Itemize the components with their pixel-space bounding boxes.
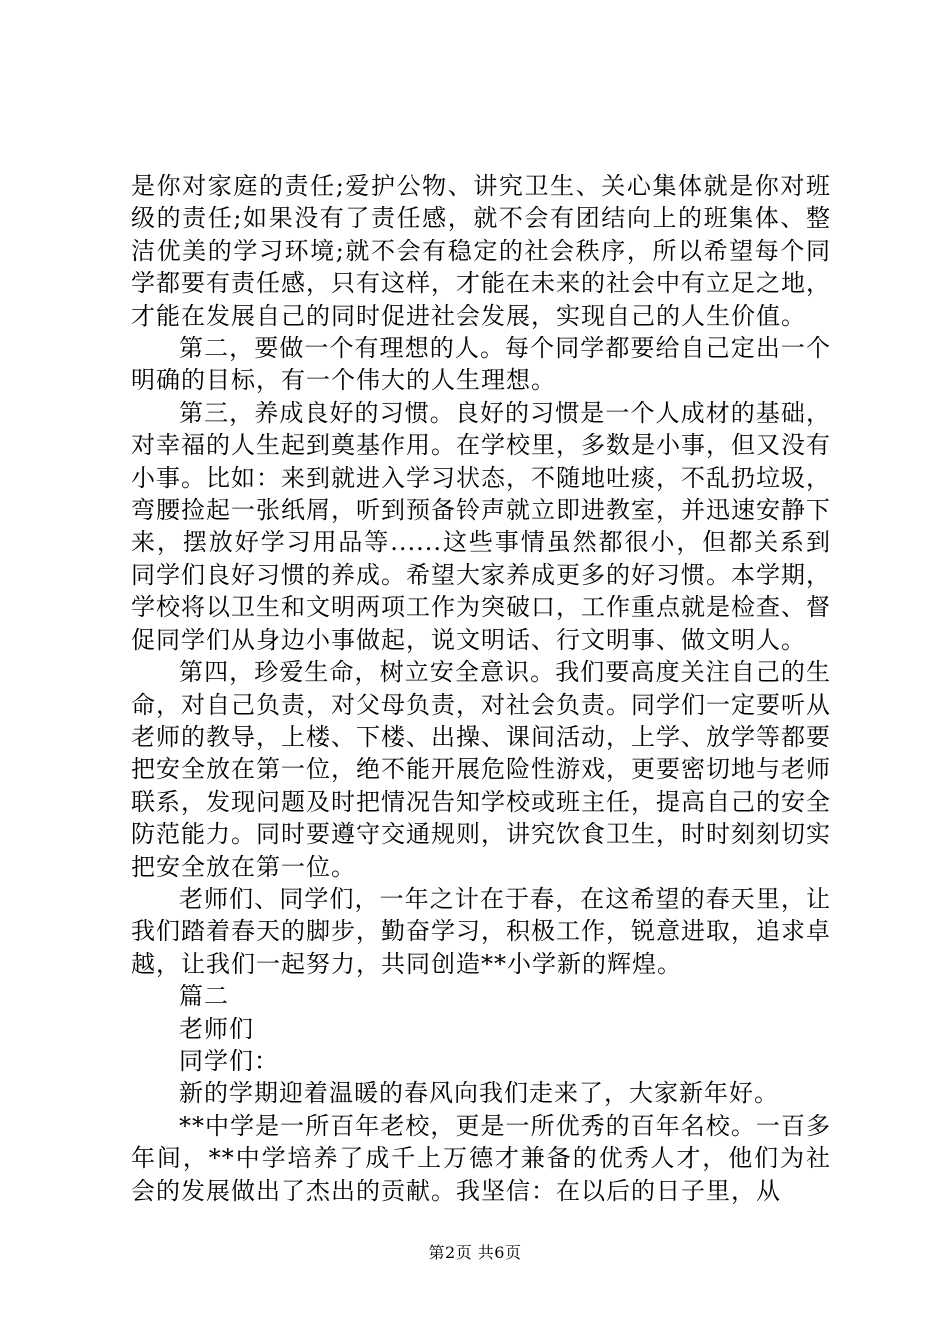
paragraph-third-point: 第三，养成良好的习惯。良好的习惯是一个人成材的基础，对幸福的人生起到奠基作用。在学校里，多数是小事，但又没有小事。比如：来到就进入学习状态，不随地吐痰，不乱扔垃圾，弯腰捡起一张纸屑，听到预备铃声就立即进教室，并迅速安静下来，摆放好学习用品等......这些事情虽然都很小，但都关系到同学们良好习惯的养成。希望大家养成更多的好习惯。本学期，学校将以卫生和文明两项工作为突破口，工作重点就是检查、督促同学们从身边小事做起，说文明话、行文明事、做文明人。 bbox=[131, 398, 831, 654]
body-text bbox=[131, 170, 831, 1207]
section-heading: 篇二 bbox=[179, 982, 229, 1011]
paragraph-responsibility: 是你对家庭的责任;爱护公物、讲究卫生、关心集体就是你对班级的责任;如果没有了责任感，就不会有团结向上的班集体、整洁优美的学习环境;就不会有稳定的社会秩序，所以希望每个同学都要有责任感，只有这样，才能在未来的社会中有立足之地，才能在发展自己的同时促进社会发展，实现自己的人生价值。 bbox=[131, 172, 831, 330]
paragraph-fourth-point: 第四，珍爱生命，树立安全意识。我们要高度关注自己的生命，对自己负责，对父母负责，对社会负责。同学们一定要听从老师的教导，上楼、下楼、出操、课间活动，上学、放学等都要把安全放在第一位，绝不能开展危险性游戏，更要密切地与老师联系，发现问题及时把情况告知学校或班主任，提高自己的安全防范能力。同时要遵守交通规则，讲究饮食卫生，时时刻刻切实把安全放在第一位。 bbox=[131, 658, 831, 881]
salutation-students: 同学们： bbox=[179, 1046, 279, 1075]
page-footer: 第2页 共6页 bbox=[428, 1243, 522, 1262]
paragraph-school-intro: **中学是一所百年老校，更是一所优秀的百年名校。一百多年间，**中学培养了成千上万德才兼备的优秀人才，他们为社会的发展做出了杰出的贡献。我坚信：在以后的日子里，从 bbox=[131, 1111, 831, 1205]
salutation-teachers: 老师们 bbox=[179, 1014, 254, 1043]
paragraph-second-point: 第二，要做一个有理想的人。每个同学都要给自己定出一个明确的目标，有一个伟大的人生理想。 bbox=[131, 334, 831, 395]
paragraph-closing: 老师们、同学们，一年之计在于春，在这希望的春天里，让我们踏着春天的脚步，勤奋学习，积极工作，锐意进取，追求卓越，让我们一起努力，共同创造**小学新的辉煌。 bbox=[131, 884, 831, 978]
paragraph-greeting: 新的学期迎着温暖的春风向我们走来了，大家新年好。 bbox=[179, 1079, 779, 1108]
